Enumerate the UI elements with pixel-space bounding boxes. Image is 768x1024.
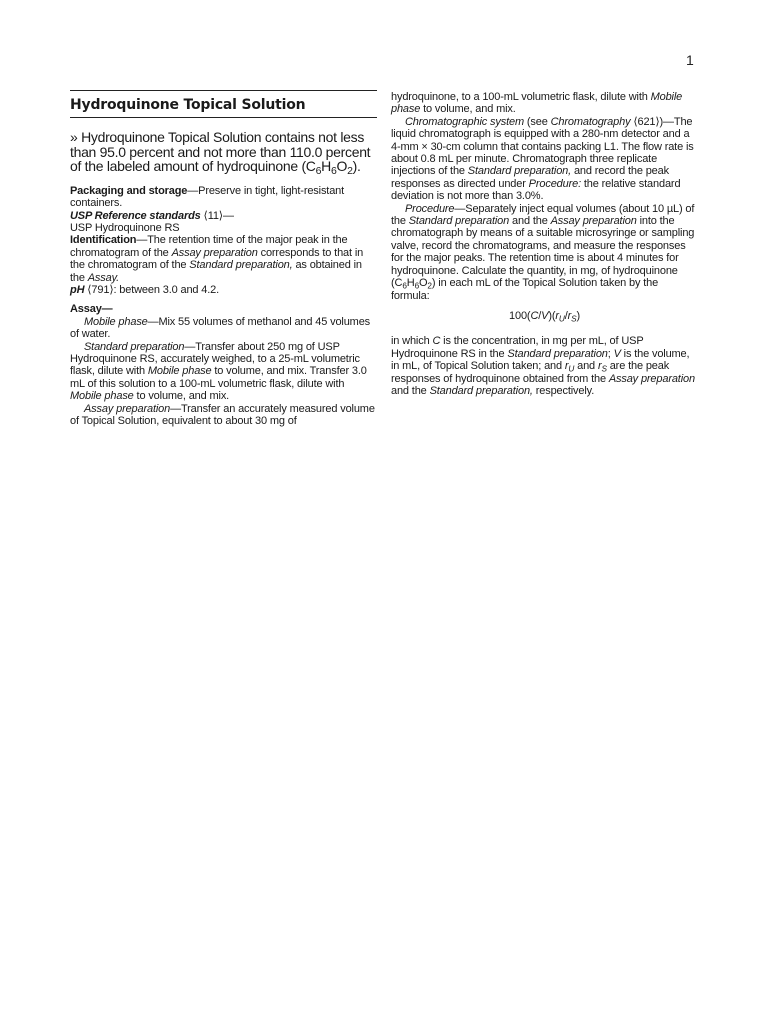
title-bottom-rule: [70, 117, 377, 118]
packaging-storage: Packaging and storage—Preserve in tight, light-resistant containers.: [70, 184, 345, 210]
assay-preparation-start: Assay preparation—Transfer an accurately measured volume of Topical Solution, equivalent to about 30 mg of: [70, 402, 375, 428]
page-number: 1: [686, 52, 694, 68]
calculation-formula: $100(C/V)(r_U/r_S)$: [509, 309, 580, 324]
formula-definitions: in which C is the concentration, in mg per mL, of USP Hydroquinone RS in the Standard preparation; V is the volume, in mL, of Topical Solution taken; and $r_U$ and $r_S$ are the peak responses of hydroquinone obtained from the Assay preparation and the Standard preparation, respectively.: [391, 335, 695, 397]
assay-heading: Assay—: [70, 303, 113, 316]
monograph-title: Hydroquinone Topical Solution: [70, 97, 306, 113]
right-column: [391, 91, 698, 397]
chromatographic-system: Chromatographic system (see Chromatography ⟨621⟩)—The liquid chromatograph is equipped with a 280-nm detector and a 4-mm × 30-cm column that contains packing L1. The flow rate is about 0.8 mL per minute. Chromatograph three replicate injections of the Standard preparation, and record the peak responses as directed under Procedure: the relative standard deviation is not more than 3.0%.: [391, 115, 694, 203]
mobile-phase: Mobile phase—Mix 55 volumes of methanol and 45 volumes of water.: [70, 315, 371, 341]
usp-reference-item: USP Hydroquinone RS: [70, 222, 180, 234]
procedure: Procedure—Separately inject equal volumes (about 10 µL) of the Standard preparation and the Assay preparation into the chromatograph by means of a suitable microsyringe or sampling valve, record the chromatograms, and measure the responses for the major peaks. The retention time is about 4 minutes for hydroquinone. Calculate the quantity, in mg, of hydroquinone $(C_6H_6O_2)$ in each mL of the Topical Solution taken by the formula:: [391, 202, 695, 302]
assay-preparation-continued: hydroquinone, to a 100-mL volumetric flask, dilute with Mobile phase to volume, and mix.: [391, 91, 683, 116]
identification: Identification—The retention time of the major peak in the chromatogram of the Assay preparation corresponds to that in the chromatogram of the Standard preparation, as obtained in the Assay.: [70, 234, 364, 284]
usp-reference-standards: USP Reference standards ⟨11⟩—: [70, 209, 234, 222]
left-column: [70, 90, 377, 428]
standard-preparation: Standard preparation—Transfer about 250 mg of USP Hydroquinone RS, accurately weighed, to a 25-mL volumetric flask, dilute with Mobile phase to volume, and mix. Transfer 3.0 mL of this solution to a 100-mL volumetric flask, dilute with Mobile phase to volume, and mix.: [70, 340, 367, 403]
monograph-definition: » Hydroquinone Topical Solution contains not less than 95.0 percent and not more than 110.0 percent of the labeled amount of hydroquinone $(C_6H_6O_2)$.: [70, 129, 371, 178]
ph-test: pH ⟨791⟩: between 3.0 and 4.2.: [70, 284, 220, 297]
